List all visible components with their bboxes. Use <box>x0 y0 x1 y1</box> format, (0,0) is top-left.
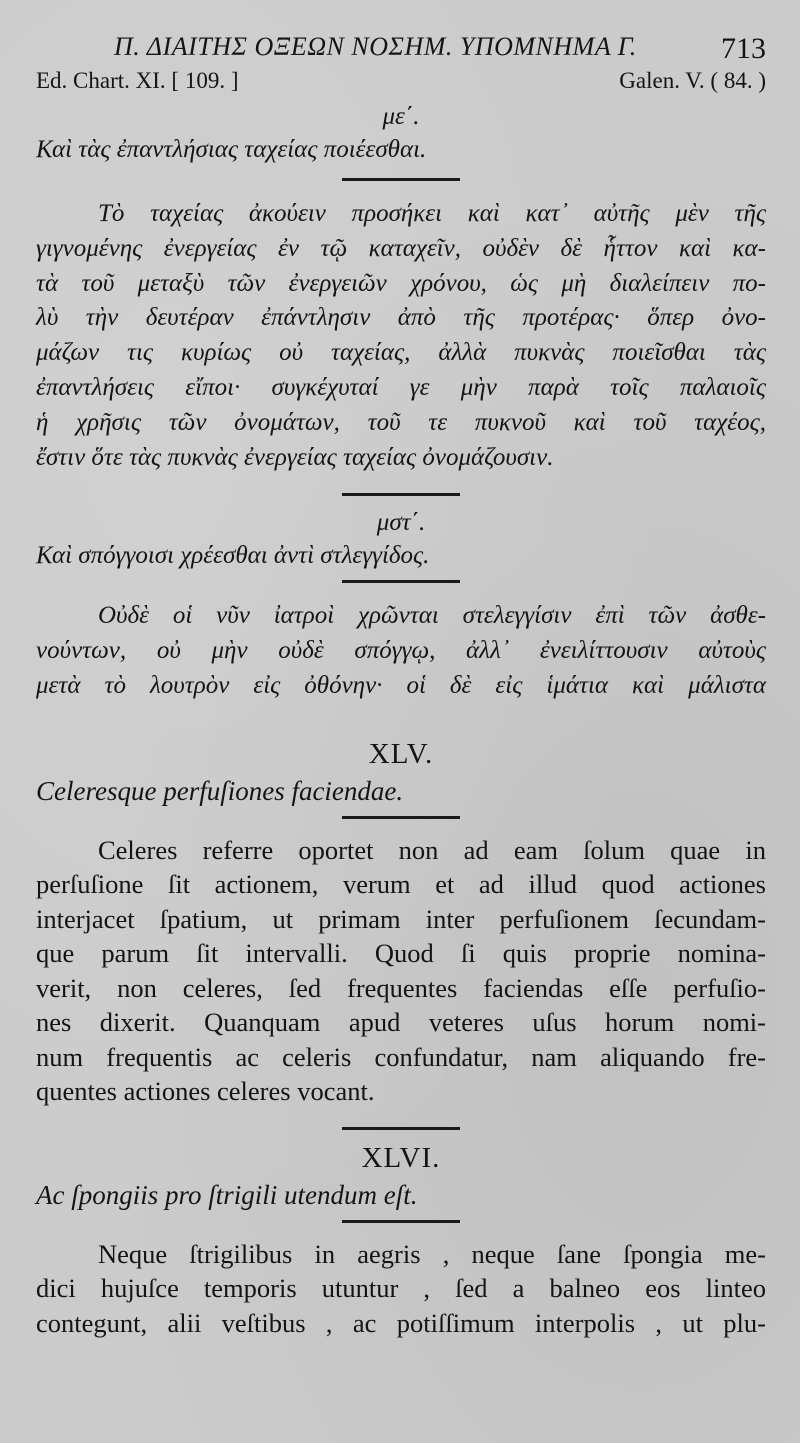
text-line: μάζων τις κυρίως οὐ ταχείας, ἀλλὰ πυκνὰς ποιεῖσθαι τὰς <box>36 339 766 367</box>
greek-section-number-45: με΄. <box>382 103 420 130</box>
section-rule <box>342 178 460 181</box>
latin-commentary-45 <box>36 833 766 1109</box>
text-line: ἐπαντλήσεις εἴποι· συγκέχυταί γε μὴν παρὰ τοῖς παλαιοῖς <box>36 373 766 401</box>
text-line: Neque ſtrigilibus in aegris , neque ſane ſpongia me- <box>98 1238 766 1269</box>
edition-references <box>36 68 766 102</box>
text-line: que parum ſit intervalli. Quod ſi quis proprie nomina- <box>36 938 766 969</box>
text-line: τὰ τοῦ μεταξὺ τῶν ἐνεργειῶν χρόνου, ὡς μὴ διαλείπειν πο- <box>36 269 766 297</box>
page-number: 713 <box>721 32 766 65</box>
section-rule <box>342 580 460 583</box>
text-line: contegunt, alii veſtibus , ac potiſſimum interpolis , ut plu- <box>36 1307 766 1338</box>
text-line: λὺ τὴν δευτέραν ἐπάντλησιν ἀπὸ τῆς προτέρας· ὅπερ ὀνο- <box>36 304 766 332</box>
edition-galen: Galen. V. ( 84. ) <box>619 68 766 93</box>
greek-lemma-45: Καὶ τὰς ἐπαντλήσιας ταχείας ποιέεσθαι. <box>36 136 427 163</box>
text-line: ἔστιν ὅτε τὰς πυκνὰς ἐνεργείας ταχείας ὀνομάζουσιν. <box>36 443 554 471</box>
edition-chartier: Ed. Chart. XI. [ 109. ] <box>36 68 239 93</box>
latin-commentary-46 <box>36 1237 766 1341</box>
running-title: Π. ΔΙΑΙΤΗΣ ΟΞΕΩΝ ΝΟΣΗΜ. ΥΠΟΜΝΗΜΑ Γ. <box>114 32 637 61</box>
text-line: μετὰ τὸ λουτρὸν εἰς ὀθόνην· οἱ δὲ εἰς ἱμάτια καὶ μάλιστα <box>36 671 766 699</box>
section-rule <box>342 1127 460 1130</box>
section-rule <box>342 816 460 819</box>
text-line: quentes actiones celeres vocant. <box>36 1076 375 1107</box>
latin-section-number-46: XLVI. <box>361 1141 441 1174</box>
latin-section-number-45: XLV. <box>368 737 434 770</box>
greek-commentary-45 <box>36 197 766 475</box>
latin-lemma-45: Celeresque perfuſiones faciendae. <box>36 775 404 806</box>
latin-lemma-46: Ac ſpongiis pro ſtrigili utendum eſt. <box>36 1179 418 1210</box>
greek-section-number-46: μστ΄. <box>376 509 426 537</box>
section-rule <box>342 493 460 496</box>
text-line: Οὐδὲ οἱ νῦν ἰατροὶ χρῶνται στελεγγίσιν ἐπὶ τῶν ἀσθε- <box>98 602 766 630</box>
running-head <box>36 28 766 68</box>
text-line: Τὸ ταχείας ἀκούειν προσήκει καὶ κατ᾽ αὐτῆς μὲν τῆς <box>98 200 766 227</box>
text-line: Celeres referre oportet non ad eam ſolum quae in <box>98 834 766 865</box>
section-rule <box>342 1220 460 1223</box>
text-line: ἡ χρῆσις τῶν ὀνομάτων, τοῦ τε πυκνοῦ καὶ τοῦ ταχέος, <box>36 408 766 436</box>
text-line: perſuſione ſit actionem, verum et ad illud quod actiones <box>36 869 766 900</box>
text-line: dici hujuſce temporis utuntur , ſed a balneo eos linteo <box>36 1273 766 1304</box>
text-line: nes dixerit. Quanquam apud veteres uſus horum nomi- <box>36 1007 766 1038</box>
text-line: νούντων, οὐ μὴν οὐδὲ σπόγγῳ, ἀλλ᾽ ἐνειλίττουσιν αὐτοὺς <box>36 637 766 665</box>
text-line: interjacet ſpatium, ut primam inter perfuſionem ſecundam- <box>36 903 766 934</box>
greek-lemma-46: Καὶ σπόγγοισι χρέεσθαι ἀντὶ στλεγγίδος. <box>36 542 430 570</box>
text-line: γιγνομένης ἐνεργείας ἐν τῷ καταχεῖν, οὐδὲν δὲ ἧττον καὶ κα- <box>36 234 766 262</box>
greek-commentary-46 <box>36 599 766 703</box>
text-line: verit, non celeres, ſed frequentes faciendas eſſe perfuſio- <box>36 972 766 1003</box>
text-line: num frequentis ac celeris confundatur, nam aliquando fre- <box>36 1041 766 1072</box>
